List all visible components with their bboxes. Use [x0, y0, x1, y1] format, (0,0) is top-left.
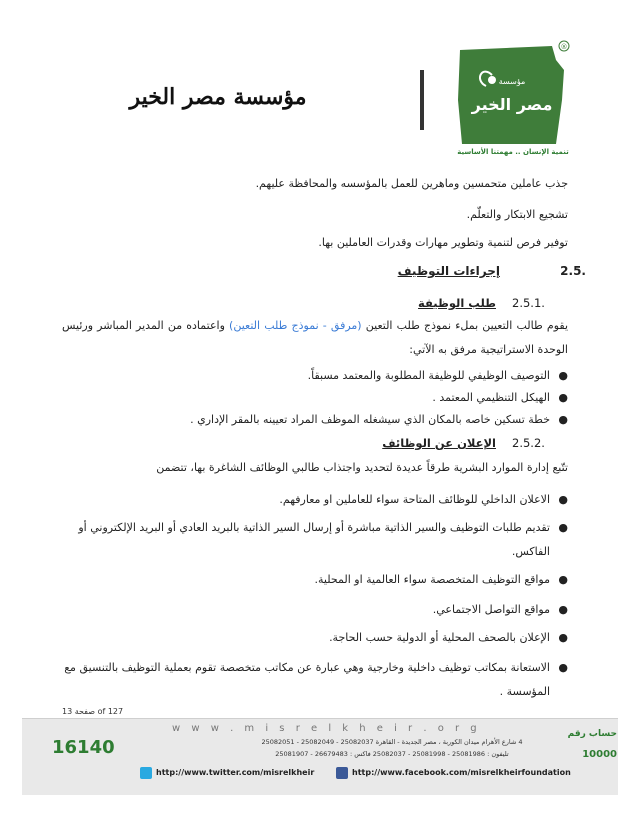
list-item: ● الإعلان بالصحف المحلية أو الدولية حسب الحاجة. [62, 626, 568, 650]
bullet-icon: ● [558, 631, 568, 644]
intro-line-1: جذب عاملين متحمسين وماهرين للعمل بالمؤسسه والمحافظة عليهم. [255, 177, 568, 190]
bullet-icon: ● [558, 521, 568, 534]
intro-line-3: توفير فرص لتنمية وتطوير مهارات وقدرات العاملين بها. [318, 236, 568, 249]
header-divider [420, 70, 424, 130]
account-label: حساب رقم [567, 729, 617, 739]
footer-website[interactable]: w w w . m i s r e l k h e i r . o r g [172, 723, 481, 734]
list-item: ● الاعلان الداخلي للوظائف المتاحة سواء للعاملين او معارفهم. [62, 488, 568, 512]
bullet-icon: ● [558, 391, 568, 404]
para-text-b: واعتماده من المدير المباشر ورئيس الوحدة الاستراتيجية مرفق به الآتي: [62, 319, 568, 356]
bullet-icon: ● [558, 493, 568, 506]
subsection-1-title: طلب الوظيفة [418, 296, 496, 310]
footer-phones: تليفون : 25081986 - 25081998 - 25082037 فاكس : 26679483 - 25081907 [275, 750, 509, 758]
list-item: ● الهيكل التنظيمي المعتمد . [62, 386, 568, 410]
registered-mark: ® [560, 43, 568, 51]
logo-text-small: مؤسسة [498, 77, 526, 86]
account-number: 10000 [582, 749, 617, 760]
subsection-2-paragraph: تتّبع إدارة الموارد البشرية طرقاً عديدة لتحديد واجتذاب طالبي الوظائف الشاغرة بها، تتضمن [156, 461, 568, 474]
subsection-2-title: الإعلان عن الوظائف [382, 436, 496, 450]
list-item: ● مواقع التواصل الاجتماعي. [62, 598, 568, 622]
list-item: ● تقديم طلبات التوظيف والسير الذاتية مباشرة أو إرسال السير الذاتية بالبريد العادي أو البريد الإلكتروني أو الفاكس. [62, 516, 568, 564]
logo-text-big: مصر الخير [471, 95, 553, 114]
list-item: ● خطة تسكين خاصه بالمكان الذي سيشغله الموظف المراد تعيينه بالمقر الإداري . [62, 408, 568, 432]
list-item: ● الاستعانة بمكاتب توظيف داخلية وخارجية وهي عبارة عن مكاتب متخصصة تقوم بعملية التوظيف بالتنسيق مع المؤسسة . [62, 656, 568, 704]
page-number: صفحة 13 of 127 [62, 707, 124, 716]
facebook-icon [336, 767, 348, 779]
twitter-link[interactable]: http://www.twitter.com/misrelkheir [156, 768, 315, 777]
section-title: إجراءات التوظيف [397, 264, 500, 278]
form-link[interactable]: (مرفق - نموذج طلب التعين) [229, 319, 362, 332]
logo-tagline: تنمية الإنسان .. مهمتنا الأساسية [457, 148, 569, 156]
bullet-icon: ● [558, 603, 568, 616]
subsection-1-number: 2.5.1. [512, 296, 545, 310]
facebook-link[interactable]: http://www.facebook.com/misrelkheirfoundation [352, 768, 571, 777]
intro-line-2: تشجيع الابتكار والتعلّم. [466, 208, 568, 221]
misr-elkheir-logo [452, 40, 574, 150]
hotline-number: 16140 [52, 737, 115, 758]
org-title: مؤسسة مصر الخير [129, 84, 307, 110]
twitter-icon [140, 767, 152, 779]
bullet-icon: ● [558, 573, 568, 586]
para-text-a: يقوم طالب التعيين بملء نموذج طلب التعين [365, 319, 569, 332]
subsection-2-number: 2.5.2. [512, 436, 545, 450]
list-item: ● التوصيف الوظيفي للوظيفة المطلوبة والمعتمد مسبقاً. [62, 364, 568, 388]
list-item: ● مواقع التوظيف المتخصصة سواء العالمية او المحلية. [62, 568, 568, 592]
footer-banner [22, 718, 618, 795]
bullet-icon: ● [558, 369, 568, 382]
subsection-1-paragraph [62, 314, 568, 362]
bullet-icon: ● [558, 413, 568, 426]
footer-address: 4 شارع الأهرام ميدان الكوربة ، مصر الجديدة - القاهرة 25082037 - 25082049 - 25082051 [261, 738, 523, 746]
section-number: 2.5. [560, 264, 586, 278]
bullet-icon: ● [558, 661, 568, 674]
